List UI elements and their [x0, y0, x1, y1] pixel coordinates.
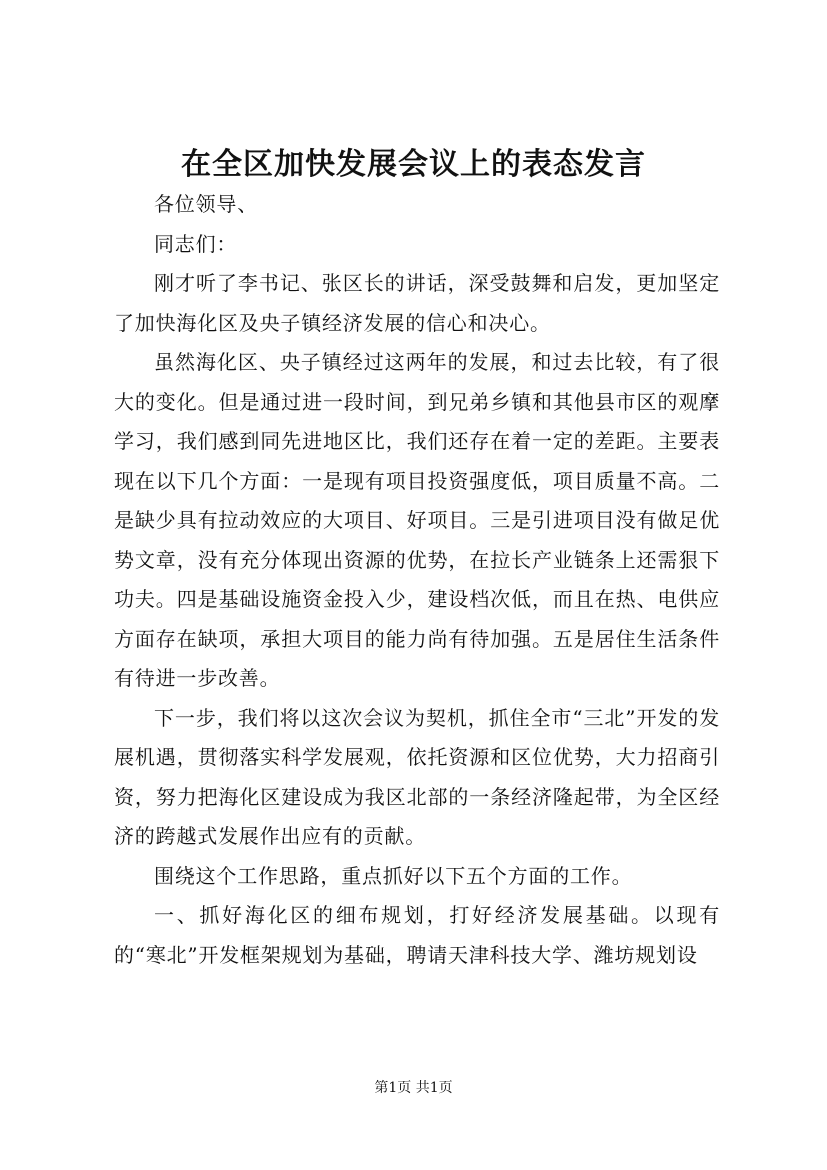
paragraph-gaps: 虽然海化区、央子镇经过这两年的发展，和过去比较，有了很大的变化。但是通过进一段时间，到兄弟乡镇和其他县市区的观摩学习，我们感到同先进地区比，我们还存在着一定的差距。主要表现在以下几个方面：一是现有项目投资强度低，项目质量不高。二是缺少具有拉动效应的大项目、好项目。三是引进项目没有做足优势文章，没有充分体现出资源的优势，在拉长产业链条上还需狠下功夫。四是基础设施资金投入少，建设档次低，而且在热、电供应方面存在缺项，承担大项目的能力尚有待加强。五是居住生活条件有待进一步改善。	[114, 350, 720, 690]
paragraph-next-steps: 下一步，我们将以这次会议为契机，抓住全市“三北”开发的发展机遇，贯彻落实科学发展观，依托资源和区位优势，大力招商引资，努力把海化区建设成为我区北部的一条经济隆起带，为全区经济的跨越式发展作出应有的贡献。	[114, 705, 720, 848]
document-body	[114, 185, 720, 975]
document-title: 在全区加快发展会议上的表态发言	[181, 147, 646, 182]
paragraph-focus: 围绕这个工作思路，重点抓好以下五个方面的工作。	[154, 863, 633, 888]
page-footer: 第1页 共1页	[374, 1080, 453, 1096]
greeting-comrades: 同志们：	[154, 231, 238, 256]
paragraph-opening: 刚才听了李书记、张区长的讲话，深受鼓舞和启发，更加坚定了加快海化区及央子镇经济发展的信心和决心。	[114, 271, 720, 335]
paragraph-planning: 一、抓好海化区的细布规划，打好经济发展基础。以现有的“寒北”开发框架规划为基础，聘请天津科技大学、潍坊规划设	[114, 903, 720, 967]
greeting-leaders: 各位领导、	[154, 192, 258, 216]
